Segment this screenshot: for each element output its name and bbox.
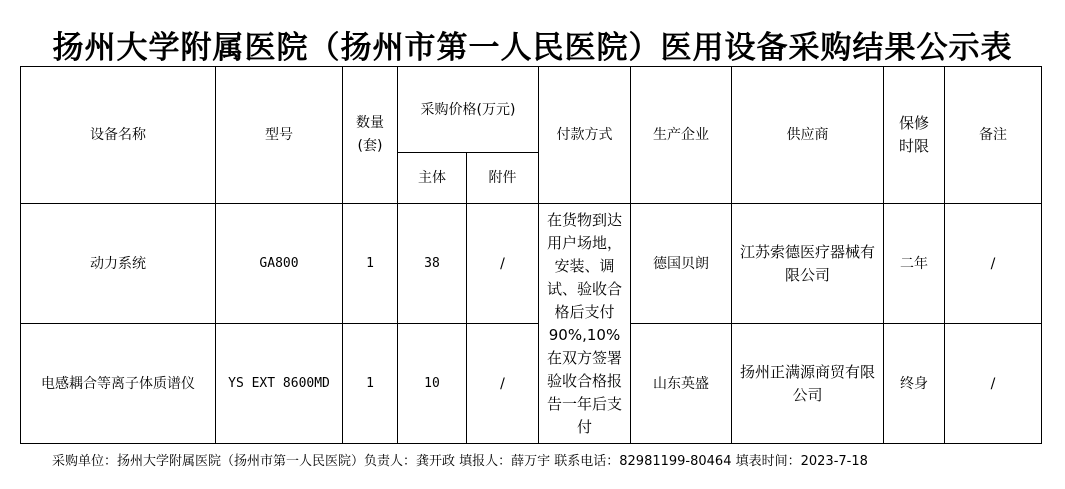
header-price: 采购价格(万元) xyxy=(398,67,539,153)
cell-manufacturer: 山东英盛 xyxy=(631,324,732,444)
cell-manufacturer: 德国贝朗 xyxy=(631,204,732,324)
cell-payment: 在货物到达用户场地，安装、调试、验收合格后支付 90%,10%在双方签署验收合格报告一年后支付 xyxy=(539,204,631,444)
cell-qty: 1 xyxy=(343,204,398,324)
header-payment: 付款方式 xyxy=(539,67,631,204)
cell-name: 电感耦合等离子体质谱仪 xyxy=(21,324,216,444)
cell-accessory-price: / xyxy=(467,204,539,324)
cell-main-price: 10 xyxy=(398,324,467,444)
cell-warranty: 终身 xyxy=(884,324,945,444)
footer-info: 采购单位：扬州大学附属医院（扬州市第一人民医院）负责人：龚开政 填报人：薛万宇 联系电话：82981199-80464 填表时间：2023-7-18 xyxy=(52,454,868,469)
cell-model: GA800 xyxy=(216,204,343,324)
header-remark: 备注 xyxy=(945,67,1042,204)
header-model: 型号 xyxy=(216,67,343,204)
cell-accessory-price: / xyxy=(467,324,539,444)
cell-warranty: 二年 xyxy=(884,204,945,324)
table-row xyxy=(21,324,1042,444)
header-name: 设备名称 xyxy=(21,67,216,204)
cell-name: 动力系统 xyxy=(21,204,216,324)
header-qty: 数量(套) xyxy=(343,67,398,204)
procurement-table xyxy=(20,66,1042,444)
header-manufacturer: 生产企业 xyxy=(631,67,732,204)
cell-supplier: 扬州正满源商贸有限公司 xyxy=(732,324,884,444)
table-row xyxy=(21,204,1042,324)
cell-remark: / xyxy=(945,324,1042,444)
header-supplier: 供应商 xyxy=(732,67,884,204)
page-title: 扬州大学附属医院（扬州市第一人民医院）医用设备采购结果公示表 xyxy=(52,30,1013,66)
header-warranty: 保修时限 xyxy=(884,67,945,204)
cell-model: YS EXT 8600MD xyxy=(216,324,343,444)
cell-supplier: 江苏索德医疗器械有限公司 xyxy=(732,204,884,324)
cell-qty: 1 xyxy=(343,324,398,444)
header-main: 主体 xyxy=(398,153,467,204)
cell-remark: / xyxy=(945,204,1042,324)
cell-main-price: 38 xyxy=(398,204,467,324)
header-accessory: 附件 xyxy=(467,153,539,204)
